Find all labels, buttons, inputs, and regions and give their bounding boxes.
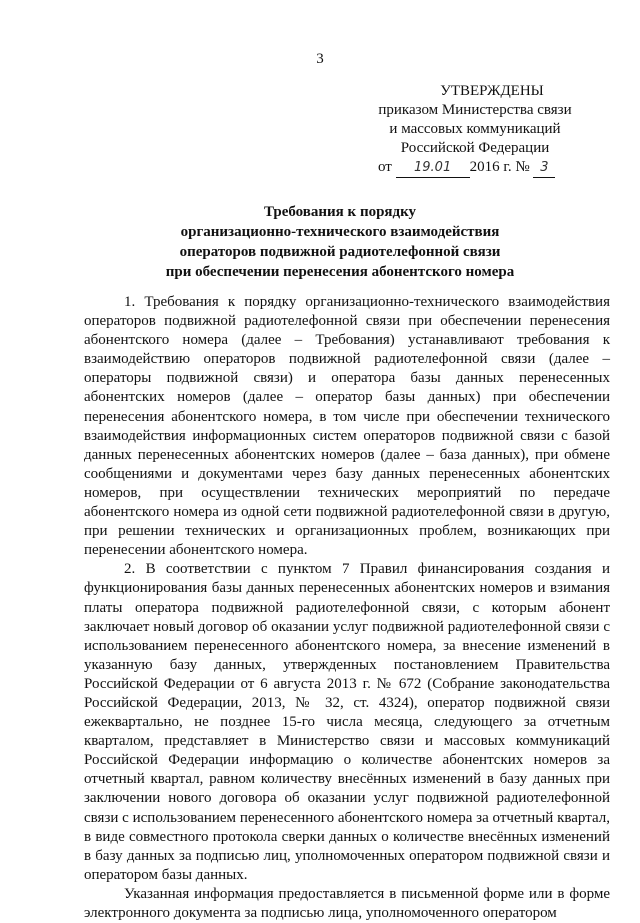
title-line-1: Требования к порядку <box>263 204 417 220</box>
approval-date-line <box>360 158 590 178</box>
title-line-3: операторов подвижной радиотелефонной связи <box>179 244 501 260</box>
approval-heading: УТВЕРЖДЕНЫ <box>440 83 544 99</box>
title-line-4: при обеспечении перенесения абонентского номера <box>165 264 515 280</box>
page-number: 3 <box>316 51 324 67</box>
date-prefix: от <box>378 159 392 175</box>
paragraph-2: 2. В соответствии с пунктом 7 Правил финансирования создания и функционирования базы данных перенесенных абонентских номеров и взимания платы оператора подвижной радиотелефонной связи, с которым абонент заключает новый договор об оказании услуг подвижной радиотелефонной связи с использованием перенесенного абонентского номера, за внесение изменений в указанную базу данных, утвержденных постановлением Правительства Российской Федерации от 6 августа 2013 г. № 672 (Собрание законодательства Российской Федерации, 2013, № 32, ст. 4324), оператор подвижной связи ежеквартально, не позднее 15-го числа месяца, следующего за отчетным кварталом, представляет в Министерство связи и массовых коммуникаций Российской Федерации информацию о количестве абонентских номеров за отчетный квартал, равном количеству внесённых изменений в базу данных при заключении нового договора об оказании услуг подвижной радиотелефонной связи с использованием перенесенного абонентского номера за отчетный квартал, в виде совместного протокола сверки данных о количестве внесённых изменений в базу данных за подписью лиц, уполномоченных оператором подвижной связи и оператором базы данных. <box>84 561 610 883</box>
document-body <box>84 293 610 923</box>
approval-block <box>360 82 590 178</box>
paragraph-3: Указанная информация предоставляется в письменной форме или в форме электронного документа за подписью лица, уполномоченного оператором <box>84 885 610 921</box>
document-title <box>70 202 610 282</box>
approval-line-2: и массовых коммуникаций <box>389 121 561 137</box>
paragraph-1: 1. Требования к порядку организационно-технического взаимодействия операторов подвижной радиотелефонной связи при обеспечении перенесения абонентского номера (далее – Требования) устанавливают требования к взаимодействию операторов подвижной радиотелефонной связи (далее – операторы подвижной связи) и оператора базы данных перенесенных абонентских номеров (далее – оператор базы данных) при обеспечении перенесения абонентского номера, в том числе при обеспечении технического взаимодействия информационных систем операторов подвижной связи с базой данных перенесенных абонентских номеров (далее – база данных), при обмене сообщениями и документами через базу данных перенесенных абонентских номеров, при осуществлении технических мероприятий по передаче абонентского номера из одной сети подвижной радиотелефонной связи в другую, при решении технических и организационных проблем, возникающих при перенесении абонентского номера. <box>84 294 610 559</box>
handwritten-number: 3 <box>533 158 555 178</box>
approval-line-3: Российской Федерации <box>400 140 550 156</box>
approval-line-1: приказом Министерства связи <box>378 102 572 118</box>
year-label: 2016 г. № <box>469 159 530 175</box>
title-line-2: организационно-технического взаимодействия <box>180 224 500 240</box>
handwritten-date: 19.01 <box>396 158 470 178</box>
